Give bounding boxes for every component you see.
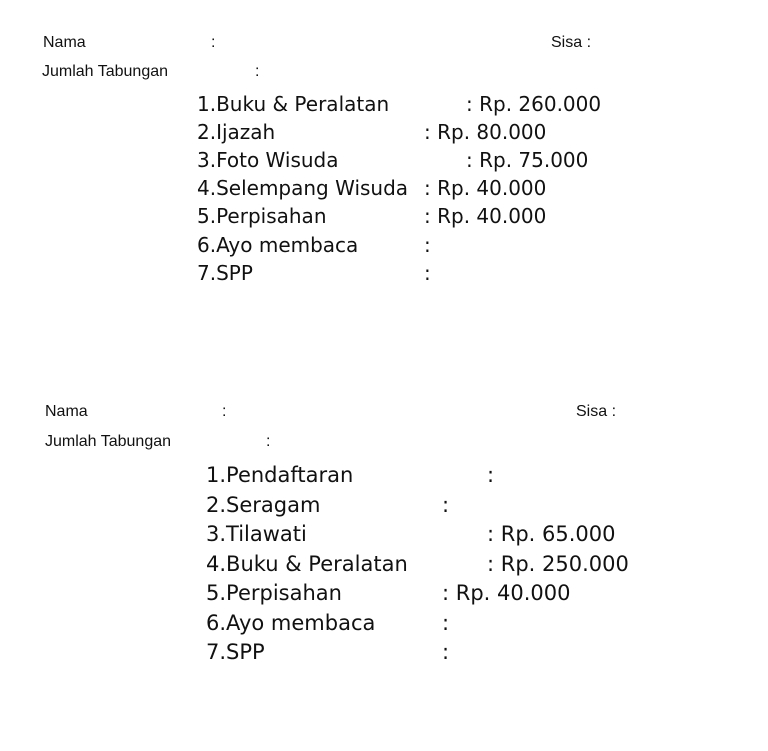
sisa-label: Sisa : <box>551 34 592 51</box>
item-label: 7.SPP <box>197 261 253 285</box>
item-label: 4.Buku & Peralatan <box>206 552 408 576</box>
jumlah-tabungan-label: Jumlah Tabungan <box>42 63 169 80</box>
nama-colon: : <box>222 403 227 420</box>
item-label: 1.Buku & Peralatan <box>197 92 390 116</box>
item-value: : <box>424 261 431 285</box>
item-value: : Rp. 250.000 <box>487 552 629 576</box>
item-value: : <box>424 233 431 257</box>
item-value: : <box>487 463 495 487</box>
item-label: 3.Foto Wisuda <box>197 148 339 172</box>
nama-label: Nama <box>43 34 86 51</box>
item-label: 4.Selempang Wisuda <box>197 176 409 200</box>
item-label: 3.Tilawati <box>206 522 307 546</box>
item-label: 5.Perpisahan <box>206 581 342 605</box>
nama-colon: : <box>211 34 216 51</box>
item-label: 5.Perpisahan <box>197 204 327 228</box>
item-value: : Rp. 65.000 <box>487 522 616 546</box>
item-label: 7.SPP <box>206 640 265 664</box>
sisa-label: Sisa : <box>576 403 617 420</box>
item-label: 6.Ayo membaca <box>206 611 376 635</box>
item-value: : Rp. 80.000 <box>424 120 547 144</box>
item-label: 2.Ijazah <box>197 120 276 144</box>
item-value: : Rp. 260.000 <box>466 92 602 116</box>
item-value: : <box>442 611 450 635</box>
nama-label: Nama <box>45 403 88 420</box>
item-value: : Rp. 40.000 <box>424 204 547 228</box>
jumlah-tabungan-colon: : <box>266 433 271 450</box>
item-value: : <box>442 640 450 664</box>
item-value: : <box>442 493 450 517</box>
item-label: 6.Ayo membaca <box>197 233 359 257</box>
item-value: : Rp. 75.000 <box>466 148 589 172</box>
jumlah-tabungan-colon: : <box>255 63 260 80</box>
item-label: 1.Pendaftaran <box>206 463 354 487</box>
item-value: : Rp. 40.000 <box>424 176 547 200</box>
item-label: 2.Seragam <box>206 493 321 517</box>
item-value: : Rp. 40.000 <box>442 581 571 605</box>
jumlah-tabungan-label: Jumlah Tabungan <box>45 433 172 450</box>
